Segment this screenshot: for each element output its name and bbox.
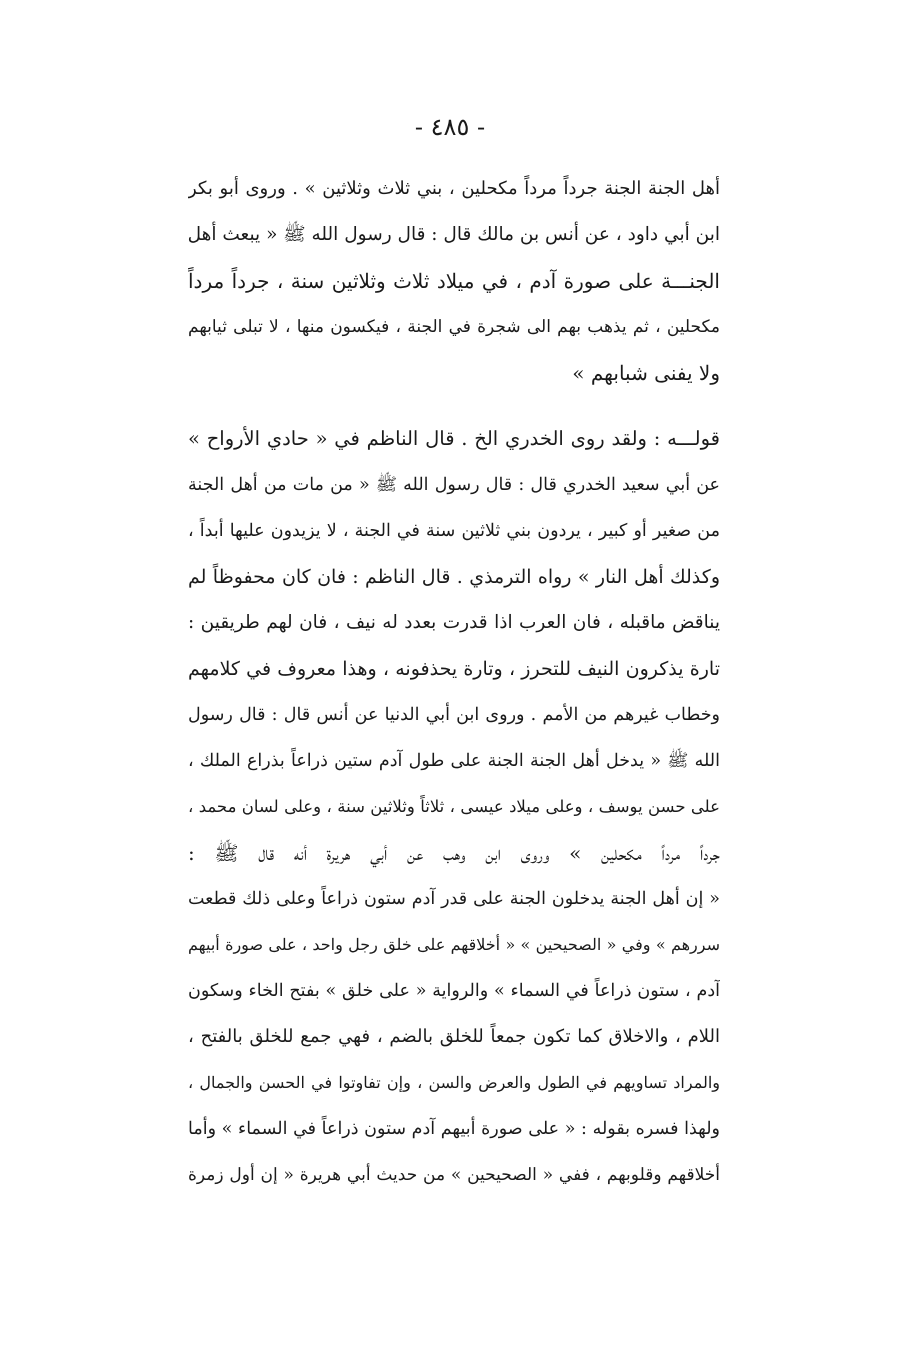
page-number: - ٤٨٥ - [414, 113, 486, 141]
text-line: مكحلين ، ثم يذهب بهم الى شجرة في الجنة ، فيكسون منها ، لا تبلى ثيابهم [188, 317, 720, 337]
text-line: على حسن يوسف ، وعلى ميلاد عيسى ، ثلاثاً وثلاثين سنة ، وعلى لسان محمد ، [188, 797, 720, 816]
text-line: ابن أبي داود ، عن أنس بن مالك قال : قال رسول الله ﷺ « يبعث أهل [188, 224, 720, 245]
paragraph-2 [188, 416, 720, 1198]
text-line: اللام ، والاخلاق كما تكون جمعاً للخلق بالضم ، فهي جمع للخلق بالفتح ، [188, 1026, 720, 1047]
text-line: وخطاب غيرهم من الأمم . وروى ابن أبي الدنيا عن أنس قال : قال رسول [188, 705, 720, 725]
text-line: ولا يفنى شبابهم » [572, 361, 720, 385]
text-line: « إن أهل الجنة يدخلون الجنة على قدر آدم ستون ذراعاً وعلى ذلك قطعت [188, 889, 720, 909]
text-line: سررهم » وفي « الصحيحين » « أخلاقهم على خلق رجل واحد ، على صورة أبيهم [188, 935, 720, 954]
text-line: قولـــه : ولقد روى الخدري الخ . قال الناظم في « حادي الأرواح » [188, 427, 720, 450]
text-line: والمراد تساويهم في الطول والعرض والسن ، وإن تفاوتوا في الحسن والجمال ، [188, 1073, 720, 1092]
text-line: آدم ، ستون ذراعاً في السماء » والرواية « على خلق » بفتح الخاء وسكون [188, 981, 720, 1001]
text-line: تارة يذكرون النيف للتحرز ، وتارة يحذفونه ، وهذا معروف في كلامهم [188, 658, 720, 680]
text-line: أهل الجنة الجنة جرداً مرداً مكحلين ، بني ثلاث وثلاثين » . وروى أبو بكر [188, 178, 720, 199]
text-line: يناقض ماقبله ، فان العرب اذا قدرت بعدد له نيف ، فان لهم طريقين : [188, 612, 720, 633]
text-line: الجنـــة على صورة آدم ، في ميلاد ثلاث وثلاثين سنة ، جرداً مرداً [188, 269, 720, 293]
text-line: جرداً مرداً مكحلين » وروى ابن وهب عن أبي هريرة أنه قال ﷺ : [188, 841, 720, 865]
text-line: عن أبي سعيد الخدري قال : قال رسول الله ﷺ « من مات من أهل الجنة [188, 475, 720, 495]
text-line: الله ﷺ « يدخل أهل الجنة الجنة على طول آدم ستين ذراعاً بذراع الملك ، [188, 751, 720, 771]
text-line: أخلاقهم وقلوبهم ، ففي « الصحيحين » من حديث أبي هريرة « إن أول زمرة [188, 1165, 720, 1185]
paragraph-1 [188, 166, 720, 396]
text-line: من صغير أو كبير ، يردون بني ثلاثين سنة في الجنة ، لا يزيدون عليها أبداً ، [188, 521, 720, 541]
text-line: وكذلك أهل النار » رواه الترمذي . قال الناظم : فان كان محفوظاً لم [188, 566, 720, 588]
text-line: ولهذا فسره بقوله : « على صورة أبيهم آدم ستون ذراعاً في السماء » وأما [188, 1119, 720, 1139]
